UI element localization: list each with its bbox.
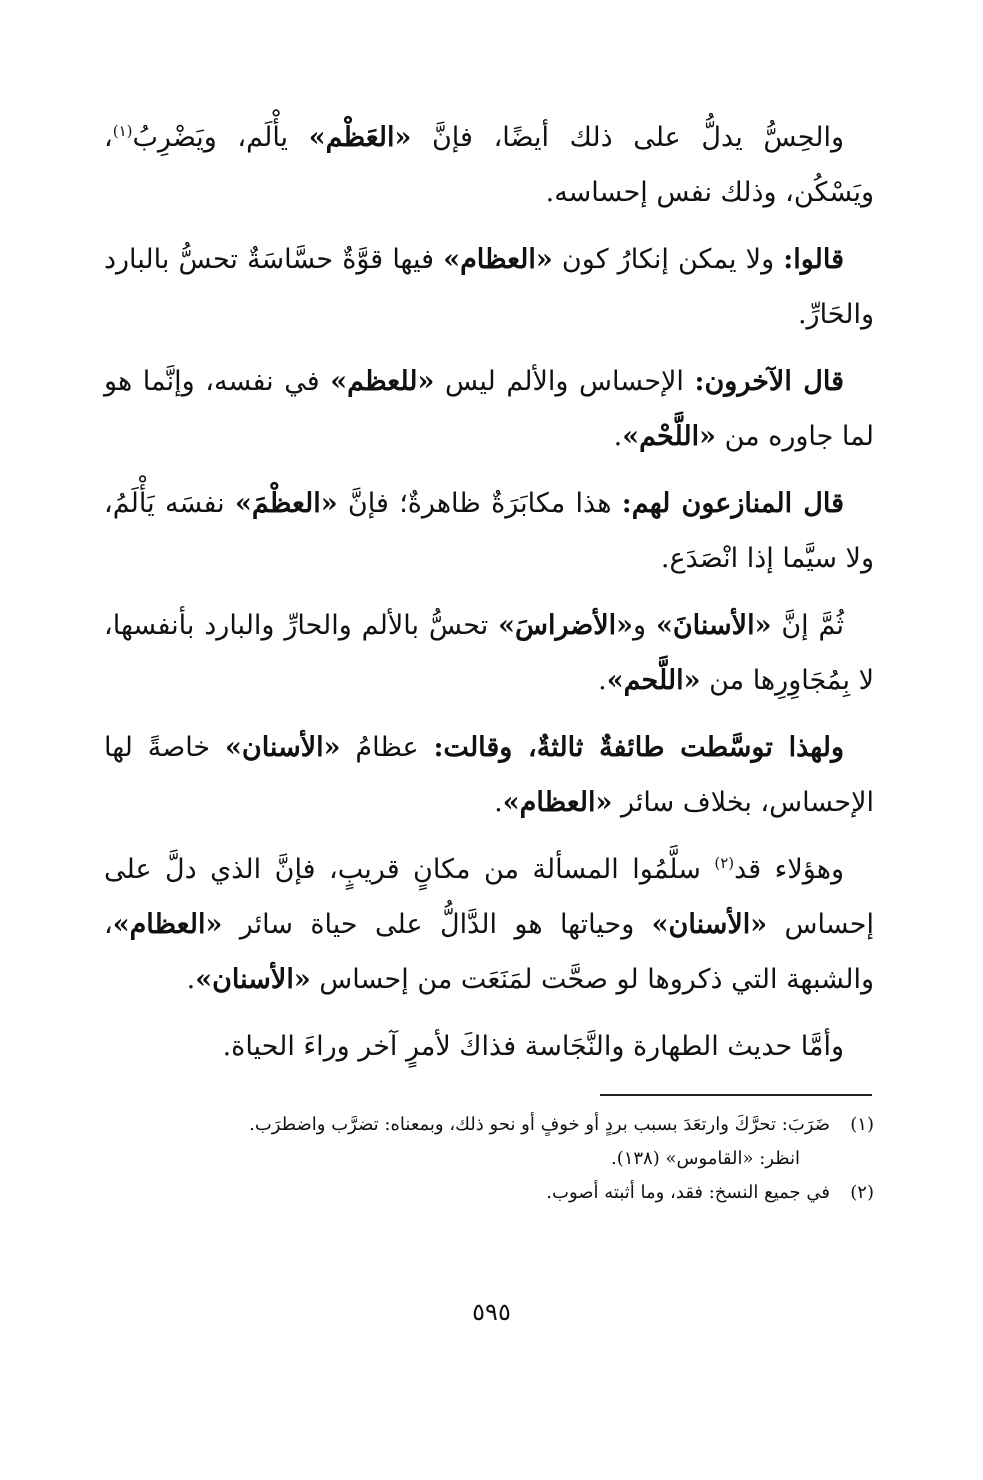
text-segment: والحِسُّ يدلُّ على ذلك أيضًا، فإنَّ bbox=[411, 122, 844, 153]
footnote-text: في جميع النسخ: فقد، وما أثبته أصوب. bbox=[546, 1182, 830, 1203]
paragraph-8 bbox=[104, 1019, 874, 1074]
text-segment: نفسَه يَأْلَمُ، ولا سيَّما إذا انْصَدَع. bbox=[104, 488, 874, 574]
quoted-term: «العَظْم» bbox=[308, 122, 412, 153]
speaker-lead: قالوا: bbox=[783, 244, 845, 275]
text-segment: . bbox=[186, 964, 196, 995]
text-segment: . bbox=[494, 787, 503, 818]
paragraph-5 bbox=[104, 598, 874, 708]
speaker-lead: قال الآخرون: bbox=[694, 366, 844, 397]
text-segment: سلَّمُوا المسألة من مكانٍ قريبٍ، فإنَّ الذي دلَّ على إحساس bbox=[104, 854, 875, 940]
footnote-divider bbox=[600, 1094, 872, 1096]
text-segment: خاصةً لها الإحساس، بخلاف سائر bbox=[104, 732, 874, 818]
footnote-1 bbox=[104, 1108, 874, 1142]
quoted-term: «الأسنان» bbox=[195, 964, 311, 995]
quoted-term: «اللَّحم» bbox=[606, 665, 701, 696]
quoted-term: «العظام» bbox=[502, 787, 613, 818]
quoted-term: «الأسنان» bbox=[651, 909, 768, 940]
text-segment: ثُمَّ إنَّ bbox=[771, 610, 845, 641]
text-segment: عظامُ bbox=[340, 732, 434, 763]
speaker-lead: قال المنازعون لهم: bbox=[621, 488, 845, 519]
text-segment: . bbox=[598, 665, 607, 696]
text-segment: ولا يمكن إنكارُ كون bbox=[552, 244, 784, 275]
text-segment: تحسُّ بالألم والحارِّ والبارد بأنفسها، لا بِمُجَاوِرِها من bbox=[104, 610, 874, 696]
quoted-term: «العظْمَ» bbox=[235, 488, 338, 519]
text-segment: و bbox=[633, 610, 656, 641]
quoted-term: «الأسنانَ» bbox=[655, 610, 772, 641]
footnotes bbox=[104, 1108, 874, 1210]
footnote-ref-2[interactable]: (٢) bbox=[714, 854, 735, 872]
paragraph-7 bbox=[104, 842, 874, 1007]
quoted-term: «الأسنان» bbox=[225, 732, 341, 763]
text-segment: . bbox=[613, 421, 623, 452]
speaker-lead: ولهذا توسَّطت طائفةٌ ثالثةٌ، وقالت: bbox=[433, 732, 844, 763]
text-segment: وهؤلاء قد bbox=[734, 854, 844, 885]
text-segment: يأْلَم، ويَضْرِبُ bbox=[132, 122, 309, 153]
text-segment: في نفسه، وإنَّما هو لما جاوره من bbox=[104, 366, 874, 452]
paragraph-2 bbox=[104, 232, 874, 342]
text-segment: هذا مكابَرَةٌ ظاهرةٌ؛ فإنَّ bbox=[337, 488, 622, 519]
text-segment: ، ويَسْكُن، وذلك نفس إحساسه. bbox=[104, 122, 874, 208]
footnote-number: (٢) bbox=[850, 1182, 874, 1203]
quoted-term: «العظام» bbox=[443, 244, 553, 275]
quoted-term: «العظام» bbox=[112, 909, 223, 940]
text-segment: وحياتها هو الدَّالُّ على حياة سائر bbox=[222, 909, 652, 940]
page-number: ٥٩٥ bbox=[472, 1298, 511, 1326]
text-segment: ، والشبهة التي ذكروها لو صحَّت لمَنَعَت من إحساس bbox=[104, 909, 874, 995]
main-text bbox=[104, 110, 874, 1086]
footnote-2 bbox=[104, 1176, 874, 1210]
text-segment: فيها قوَّةٌ حسَّاسَةٌ تحسُّ بالبارد والحَارِّ. bbox=[104, 244, 874, 330]
paragraph-3 bbox=[104, 354, 874, 464]
paragraph-6 bbox=[104, 720, 874, 830]
footnote-ref-1[interactable]: (١) bbox=[112, 122, 133, 140]
quoted-term: «اللَّحْم» bbox=[622, 421, 717, 452]
quoted-term: «للعظم» bbox=[330, 366, 435, 397]
footnote-text: ضَرَبَ: تحرَّكَ وارتعَدَ بسبب بردٍ أو خوفٍ أو نحو ذلك، وبمعناه: تضرَّب واضطرَب. bbox=[249, 1114, 830, 1135]
paragraph-4 bbox=[104, 476, 874, 586]
text-segment: الإحساس والألم ليس bbox=[434, 366, 695, 397]
quoted-term: «الأضراسَ» bbox=[498, 610, 634, 641]
footnote-1-reference: انظر: «القاموس» (١٣٨). bbox=[610, 1148, 800, 1169]
footnote-number: (١) bbox=[850, 1114, 874, 1135]
paragraph-1 bbox=[104, 110, 874, 220]
text-segment: وأمَّا حديث الطهارة والنَّجَاسة فذاكَ لأمرٍ آخر وراءَ الحياة. bbox=[222, 1031, 844, 1062]
